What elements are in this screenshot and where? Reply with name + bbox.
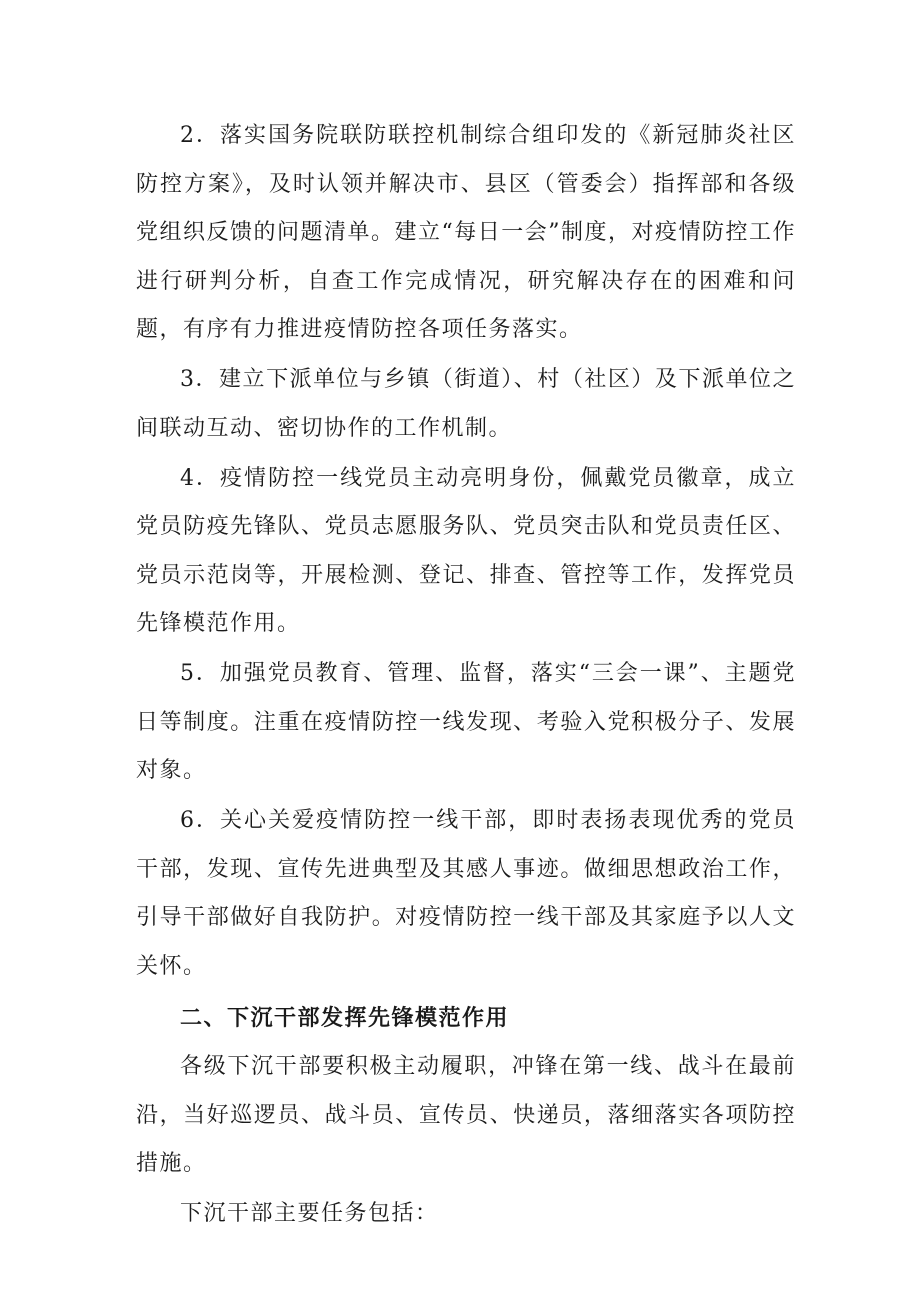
- document-page: [136, 112, 796, 1240]
- section-tasks-lead: 下沉干部主要任务包括：: [180, 1201, 439, 1226]
- paragraph-item-6: 6．关心关爱疫情防控一线干部，即时表扬表现优秀的党员干部，发现、宣传先进典型及其感人事迹。做细思想政治工作，引导干部做好自我防护。对疫情防控一线干部及其家庭予以人文关怀。: [136, 808, 796, 979]
- paragraph-item-5: 5．加强党员教育、管理、监督，落实“三会一课”、主题党日等制度。注重在疫情防控一线发现、考验入党积极分子、发展对象。: [136, 661, 796, 783]
- section-heading: 二、下沉干部发挥先锋模范作用: [180, 1006, 510, 1031]
- paragraph-item-2: 2．落实国务院联防联控机制综合组印发的《新冠肺炎社区防控方案》，及时认领并解决市、县区（管委会）指挥部和各级党组织反馈的问题清单。建立“每日一会”制度，对疫情防控工作进行研判分析，自查工作完成情况，研究解决存在的困难和问题，有序有力推进疫情防控各项任务落实。: [136, 123, 796, 342]
- paragraph-item-3: 3．建立下派单位与乡镇（街道）、村（社区）及下派单位之间联动互动、密切协作的工作机制。: [136, 367, 796, 441]
- paragraph-item-4: 4．疫情防控一线党员主动亮明身份，佩戴党员徽章，成立党员防疫先锋队、党员志愿服务队、党员突击队和党员责任区、党员示范岗等，开展检测、登记、排查、管控等工作，发挥党员先锋模范作用。: [136, 465, 796, 636]
- section-intro-paragraph: 各级下沉干部要积极主动履职，冲锋在第一线、战斗在最前沿，当好巡逻员、战斗员、宣传员、快递员，落细落实各项防控措施。: [136, 1054, 796, 1176]
